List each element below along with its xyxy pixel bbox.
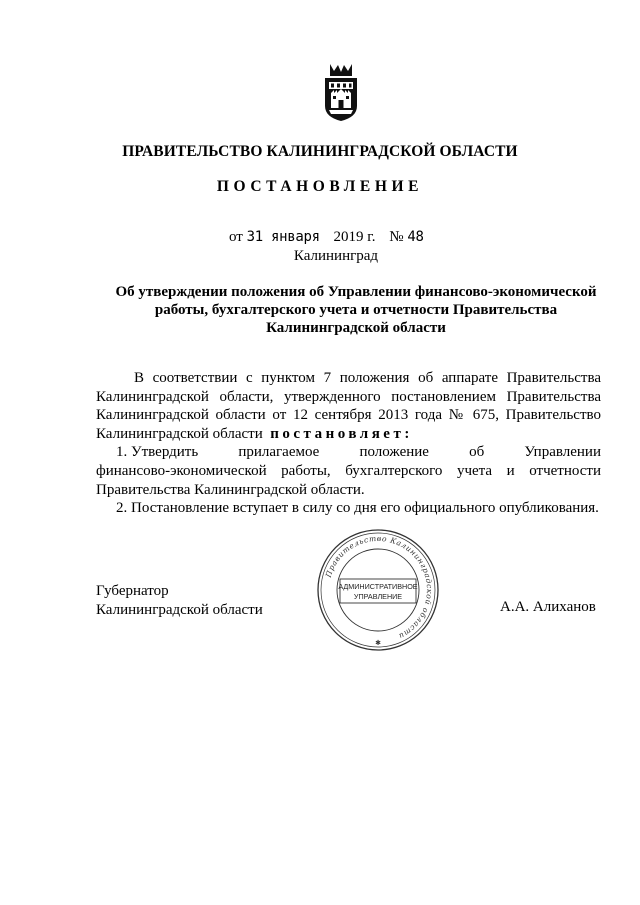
item-1-first-line <box>96 443 601 462</box>
date-prefix: от <box>229 229 243 245</box>
intro-paragraph <box>96 388 601 444</box>
subject-line-3: Калининградской области <box>266 320 446 336</box>
item1-word-3: положение <box>359 444 429 461</box>
city: Калининград <box>293 248 379 264</box>
kaliningrad-coat-of-arms-icon <box>321 62 361 122</box>
subject-title <box>100 283 612 337</box>
subject-line-2: работы, бухгалтерского учета и отчетности Правительства <box>154 302 558 318</box>
document-type: ПОСТАНОВЛЕНИЕ <box>216 178 424 195</box>
stamp-center-line-2: УПРАВЛЕНИЕ <box>353 592 403 601</box>
official-stamp <box>315 527 441 653</box>
date-year: 2019 г. <box>333 229 376 245</box>
item1-word-1: 1. Утвердить <box>116 444 199 461</box>
signatory-position-line-2: Калининградской области <box>96 601 263 618</box>
stamp-center-line-1: АДМИНИСТРАТИВНОЕ <box>338 582 418 591</box>
date-line <box>229 229 424 246</box>
signatory-position <box>96 582 263 619</box>
signatory-position-line-1: Губернатор <box>96 583 169 599</box>
resolves-word: постановляет: <box>270 425 413 442</box>
stamp-ring-text: Правительство Калининградской области <box>323 533 435 642</box>
document-number: 48 <box>407 229 424 245</box>
subject-line-1: Об утверждении положения об Управлении финансово-экономической <box>115 284 597 300</box>
stamp-star-icon: ✱ <box>375 639 381 647</box>
item1-word-4: об <box>469 444 485 461</box>
government-title: ПРАВИТЕЛЬСТВО КАЛИНИНГРАДСКОЙ ОБЛАСТИ <box>122 143 518 160</box>
date-day-month: 31 января <box>246 229 320 245</box>
number-sign: № <box>389 229 404 245</box>
item-2: 2. Постановление вступает в силу со дня его официального опубликования. <box>116 500 599 517</box>
intro-line-1: В соответствии с пунктом 7 положения об аппарате Правительства <box>134 370 601 386</box>
item1-word-5: Управлении <box>524 444 601 461</box>
item-1-rest: финансово-экономической работы, бухгалтерского учета и отчетности Правительства Калининградской области. <box>96 462 601 498</box>
document-body <box>96 369 601 518</box>
intro-text: Калининградской области, утвержденного постановлением Правительства Калининградской области от 12 сентября 2013 года № 675, Правительство Калининградской области <box>96 388 601 442</box>
signatory-name: А.А. Алиханов <box>500 599 596 615</box>
item1-word-2: прилагаемое <box>238 444 320 461</box>
